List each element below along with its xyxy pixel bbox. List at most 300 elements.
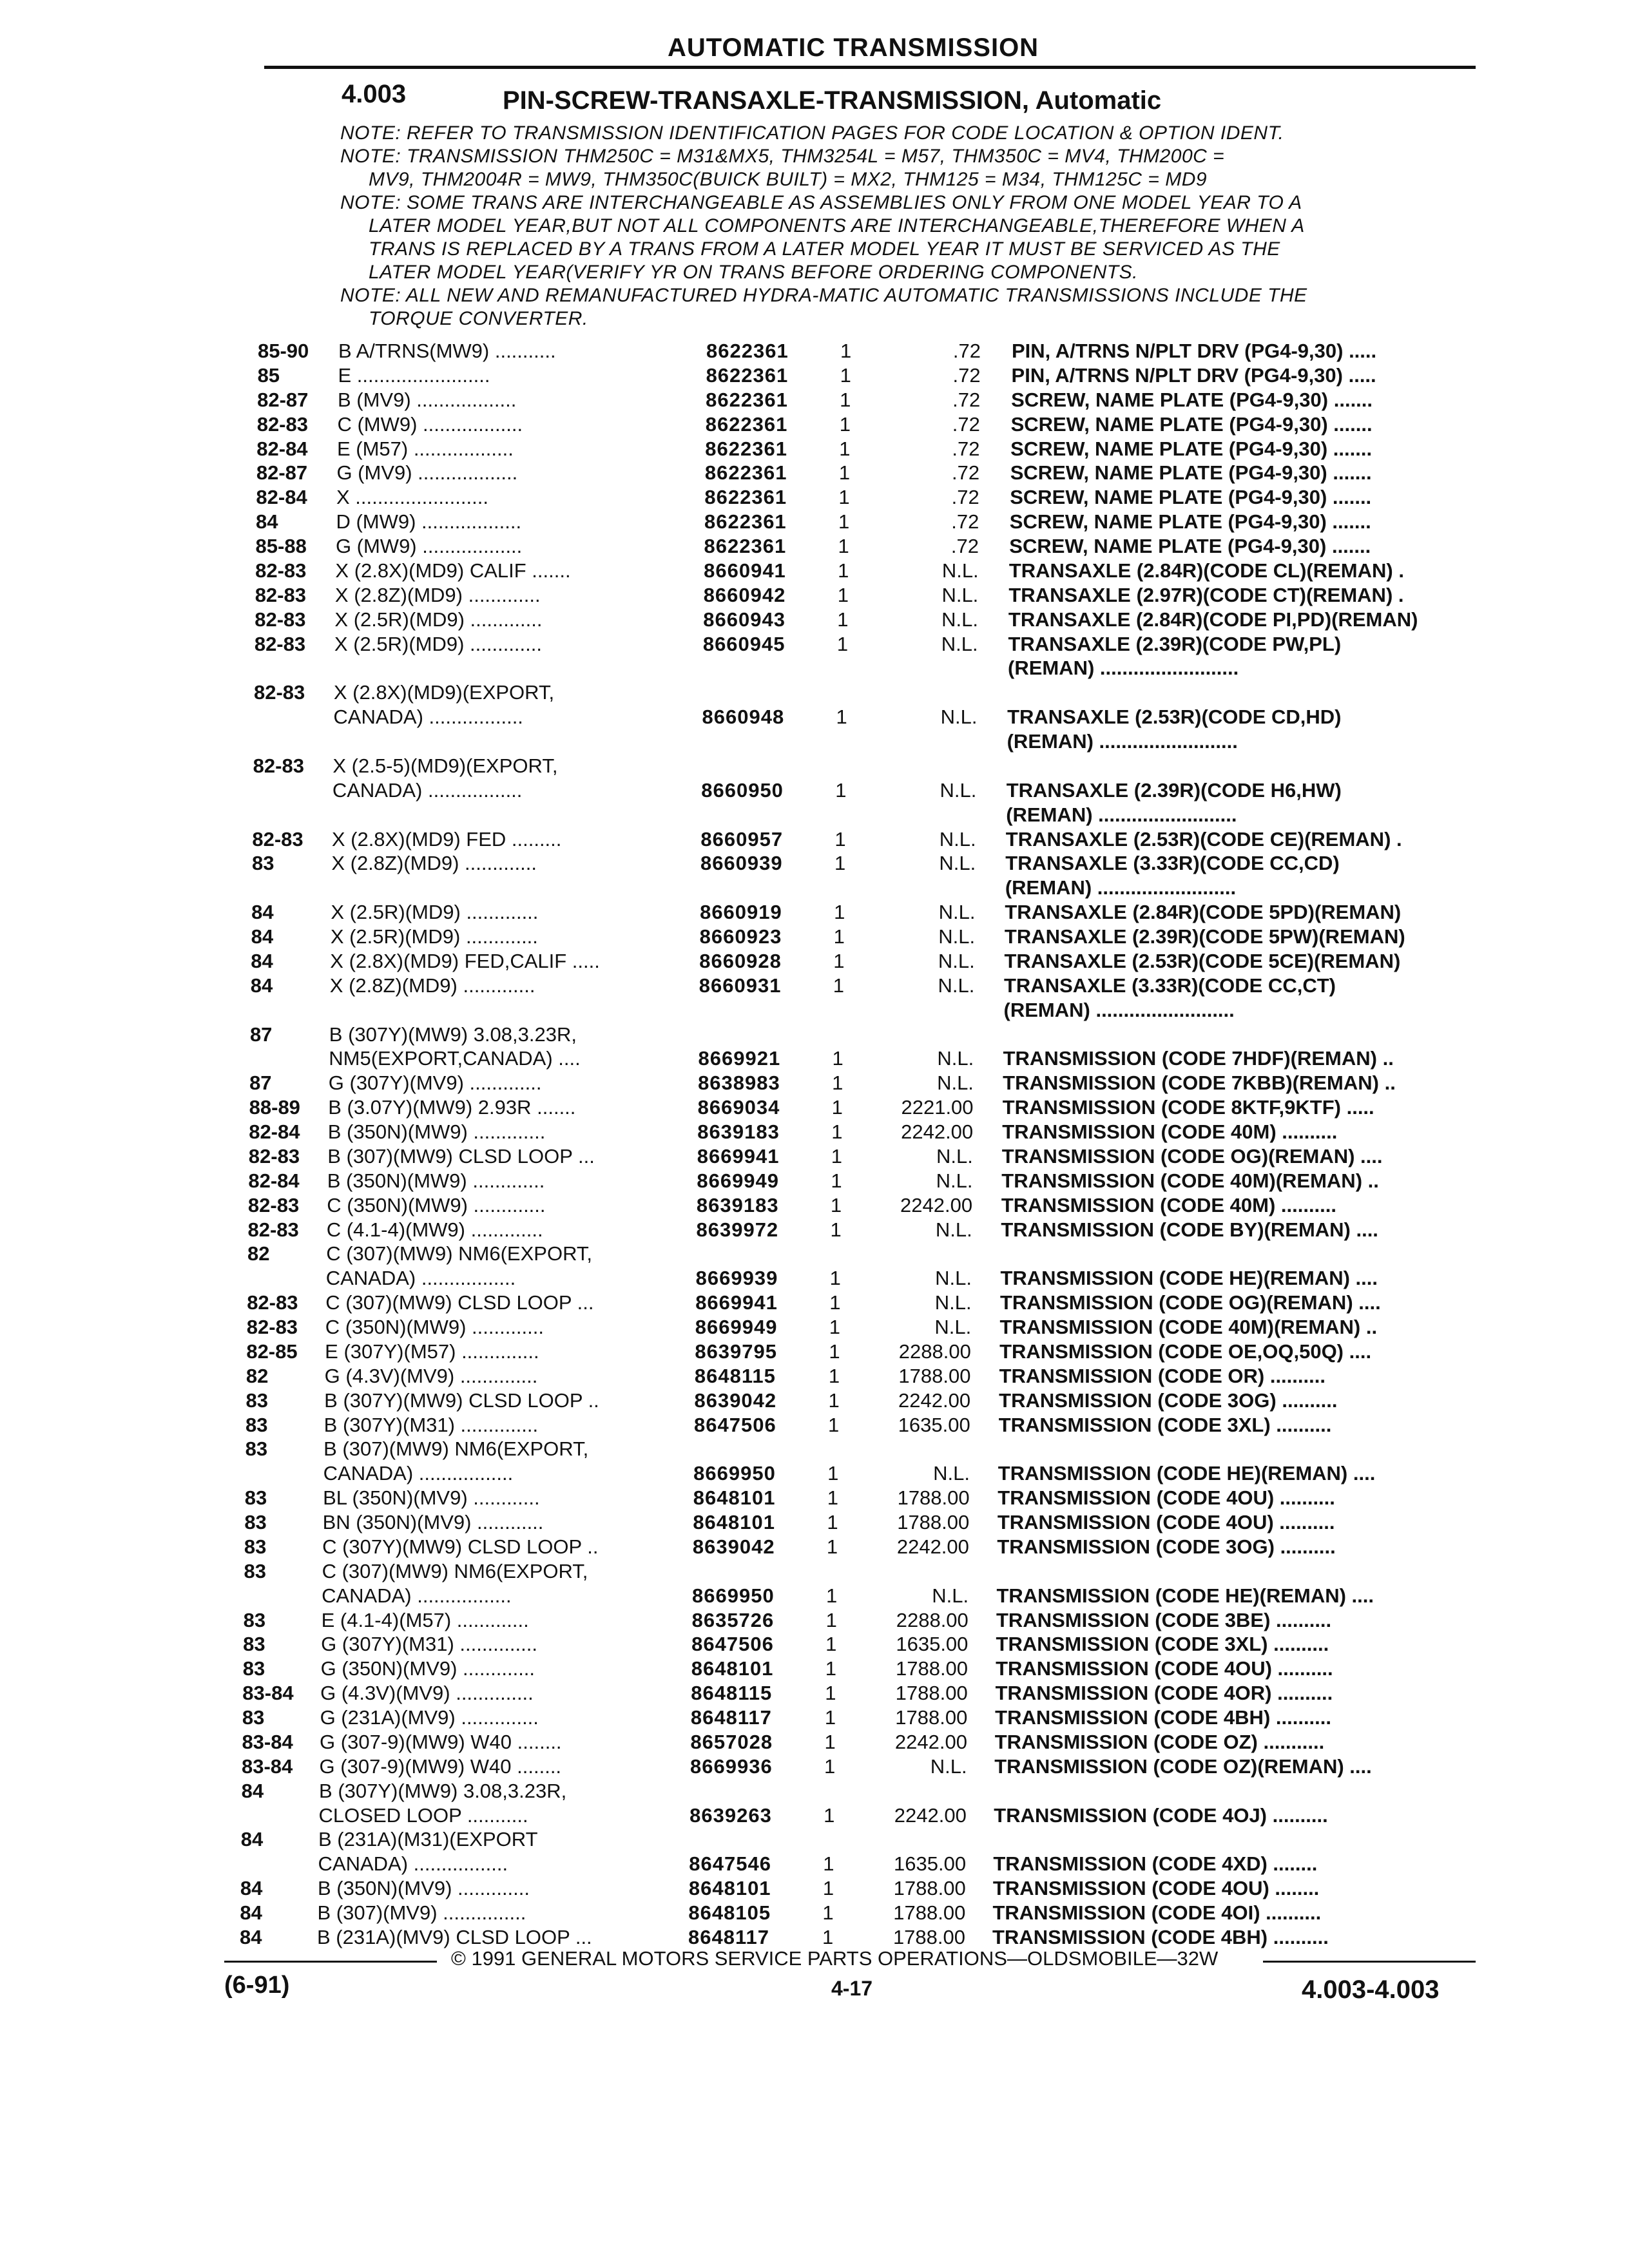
row-price: 2242.00 <box>901 1120 974 1144</box>
row-part-number: 8622361 <box>704 535 787 557</box>
row-quantity: 1 <box>834 901 845 924</box>
row-year: 87 <box>249 1072 272 1095</box>
row-part-name: TRANSMISSION (CODE 8KTF,9KTF) ..... <box>1002 1096 1374 1119</box>
row-part-number: 8622361 <box>706 340 789 362</box>
row-part-number: 8622361 <box>704 486 787 509</box>
row-part-name: TRANSAXLE (2.84R)(CODE CL)(REMAN) . <box>1008 559 1404 582</box>
row-quantity: 1 <box>831 1144 843 1168</box>
row-price: 1635.00 <box>894 1852 967 1876</box>
row-part-number: 8669950 <box>692 1584 775 1607</box>
row-part-name: TRANSMISSION (CODE 3BE) .......... <box>996 1608 1332 1631</box>
row-part-name: TRANSMISSION (CODE 4OU) .......... <box>997 1511 1335 1534</box>
row-description: E (307Y)(M57) .............. <box>325 1340 539 1363</box>
row-part-number: 8669941 <box>697 1144 780 1168</box>
row-part-number: 8648115 <box>691 1682 773 1705</box>
row-price: .72 <box>951 486 979 509</box>
row-price: N.L. <box>941 608 978 631</box>
row-description: BN (350N)(MV9) ............ <box>322 1512 544 1534</box>
row-year: 82-83 <box>247 1193 300 1216</box>
row-year: 83-84 <box>242 1730 293 1753</box>
row-part-number: 8648117 <box>688 1926 769 1948</box>
row-price: N.L. <box>934 1316 972 1339</box>
note-line: MV9, THM2004R = MW9, THM350C(BUICK BUILT) = MX2, THM125 = M34, THM125C = MD9 <box>369 169 1208 190</box>
row-price: .72 <box>952 412 980 436</box>
row-year: 83 <box>244 1535 267 1558</box>
row-quantity: 1 <box>833 925 845 948</box>
row-part-number: 8639042 <box>694 1389 777 1412</box>
row-quantity: 1 <box>828 1389 840 1412</box>
row-part-number: 8639042 <box>692 1535 775 1558</box>
row-year: 85 <box>257 363 280 387</box>
footer-copyright: © 1991 GENERAL MOTORS SERVICE PARTS OPERATIONS—OLDSMOBILE—32W <box>451 1947 1219 1970</box>
row-part-name: TRANSMISSION (CODE BY)(REMAN) .... <box>1001 1218 1378 1241</box>
row-part-number: 8647506 <box>694 1413 776 1436</box>
row-year: 82-83 <box>248 1144 300 1168</box>
row-price: .72 <box>951 510 979 533</box>
row-price: 2242.00 <box>900 1193 973 1216</box>
row-part-number: 8660919 <box>700 901 782 924</box>
row-part-number: 8648101 <box>693 1511 775 1534</box>
row-quantity: 1 <box>838 461 851 485</box>
row-description: X (2.8X)(MD9) CALIF ....... <box>335 559 571 582</box>
row-price: 1788.00 <box>892 1926 965 1948</box>
row-price: 1788.00 <box>895 1706 968 1729</box>
row-part-number: 8622361 <box>704 510 787 533</box>
row-part-name: TRANSMISSION (CODE 3OG) .......... <box>997 1535 1336 1558</box>
row-price: 2242.00 <box>894 1730 967 1753</box>
row-year: 82-83 <box>255 559 307 582</box>
row-part-name: TRANSMISSION (CODE 4OU) ........ <box>992 1877 1320 1900</box>
row-year: 82-84 <box>256 437 308 460</box>
row-part-name: (REMAN) ......................... <box>1007 730 1238 753</box>
row-part-number: 8638983 <box>698 1072 780 1095</box>
row-year: 85-88 <box>255 535 307 557</box>
header-title: AUTOMATIC TRANSMISSION <box>668 34 1039 62</box>
row-quantity: 1 <box>825 1682 836 1705</box>
row-quantity: 1 <box>833 949 845 972</box>
row-quantity: 1 <box>825 1657 836 1680</box>
row-quantity: 1 <box>835 778 847 802</box>
row-quantity: 1 <box>829 1291 841 1314</box>
row-description: G (231A)(MV9) .............. <box>320 1707 539 1729</box>
row-quantity: 1 <box>833 974 845 997</box>
row-price: .72 <box>952 388 981 411</box>
row-quantity: 1 <box>829 1340 840 1363</box>
row-description: G (4.3V)(MV9) .............. <box>320 1682 534 1705</box>
row-price: 1635.00 <box>898 1413 970 1436</box>
note-line: LATER MODEL YEAR,BUT NOT ALL COMPONENTS ARE INTERCHANGEABLE,THEREFORE WHEN A <box>369 215 1305 236</box>
row-price: N.L. <box>933 1462 970 1485</box>
row-year: 84 <box>251 901 274 924</box>
section-number: 4.003 <box>342 80 407 108</box>
row-part-number: 8639795 <box>695 1340 778 1363</box>
row-quantity: 1 <box>826 1535 838 1558</box>
row-description: E ........................ <box>338 364 490 387</box>
row-quantity: 1 <box>824 1803 835 1827</box>
row-year: 84 <box>251 925 274 948</box>
row-quantity: 1 <box>836 706 847 729</box>
row-quantity: 1 <box>823 1852 834 1876</box>
row-part-name: TRANSMISSION (CODE OZ) ........... <box>994 1730 1325 1753</box>
row-part-name: TRANSMISSION (CODE 40M) .......... <box>1001 1193 1337 1216</box>
row-quantity: 1 <box>837 583 849 606</box>
row-part-number: 8660957 <box>700 827 784 850</box>
row-description: B (307Y)(MW9) 3.08,3.23R, <box>329 1023 577 1046</box>
row-part-number: 8660939 <box>700 852 783 875</box>
footer-rule <box>224 1961 437 1963</box>
row-description: B (350N)(MW9) ............. <box>327 1121 546 1144</box>
row-description: G (307Y)(MV9) ............. <box>328 1072 542 1095</box>
row-quantity: 1 <box>822 1901 834 1925</box>
row-part-name: (REMAN) ......................... <box>1005 876 1237 899</box>
row-part-number: 8669034 <box>697 1096 780 1119</box>
row-part-number: 8639263 <box>689 1803 772 1827</box>
row-price: .72 <box>950 535 979 557</box>
row-part-number: 8657028 <box>690 1730 773 1753</box>
row-description: BL (350N)(MV9) ............ <box>323 1487 540 1510</box>
row-price: 2242.00 <box>898 1389 971 1412</box>
row-part-number: 8660948 <box>702 706 785 729</box>
row-part-name: TRANSAXLE (2.39R)(CODE 5PW)(REMAN) <box>1004 925 1405 948</box>
row-description: X (2.5R)(MD9) ............. <box>334 633 543 655</box>
row-part-number: 8660923 <box>699 925 782 948</box>
row-quantity: 1 <box>828 1413 840 1436</box>
row-description: B (MV9) .................. <box>337 389 517 411</box>
row-quantity: 1 <box>826 1584 838 1607</box>
row-price: .72 <box>952 461 980 485</box>
note-line: LATER MODEL YEAR(VERIFY YR ON TRANS BEFORE ORDERING COMPONENTS. <box>369 262 1138 283</box>
row-part-name: TRANSAXLE (2.97R)(CODE CT)(REMAN) . <box>1008 583 1404 606</box>
row-part-number: 8669921 <box>698 1047 781 1070</box>
row-description: X ........................ <box>336 486 488 509</box>
row-description: X (2.5R)(MD9) ............. <box>334 608 543 631</box>
row-year: 83 <box>242 1706 265 1729</box>
row-part-name: PIN, A/TRNS N/PLT DRV (PG4-9,30) ..... <box>1012 340 1377 362</box>
row-description: C (350N)(MW9) ............. <box>325 1316 544 1339</box>
row-part-number: 8648105 <box>688 1901 771 1925</box>
row-description: B (307Y)(MW9) 3.08,3.23R, <box>319 1780 567 1802</box>
row-part-name: PIN, A/TRNS N/PLT DRV (PG4-9,30) ..... <box>1011 363 1376 387</box>
row-price: N.L. <box>939 852 976 875</box>
row-part-name: (REMAN) ......................... <box>1006 803 1237 826</box>
row-year: 84 <box>240 1901 262 1925</box>
row-part-name: (REMAN) ......................... <box>1003 998 1235 1021</box>
row-part-number: 8622361 <box>706 363 789 387</box>
row-part-name: TRANSMISSION (CODE 40M)(REMAN) .. <box>999 1316 1378 1339</box>
row-year: 82-83 <box>252 827 304 850</box>
row-part-name: (REMAN) ......................... <box>1008 657 1239 680</box>
row-quantity: 1 <box>840 388 851 411</box>
row-part-name: TRANSMISSION (CODE 4OU) .......... <box>996 1657 1333 1680</box>
row-quantity: 1 <box>824 1754 836 1778</box>
row-part-number: 8635726 <box>691 1608 775 1631</box>
row-price: N.L. <box>938 974 975 997</box>
row-part-number: 8660941 <box>704 559 786 582</box>
row-quantity: 1 <box>838 559 849 582</box>
row-description: NM5(EXPORT,CANADA) .... <box>329 1048 581 1070</box>
row-quantity: 1 <box>832 1072 843 1095</box>
row-price: .72 <box>952 340 981 362</box>
row-year: 82-83 <box>255 583 306 606</box>
row-price: N.L. <box>935 1267 972 1290</box>
row-description: G (MV9) .................. <box>336 462 518 485</box>
row-part-number: 8648117 <box>690 1706 772 1729</box>
row-quantity: 1 <box>829 1316 841 1339</box>
row-quantity: 1 <box>830 1218 842 1241</box>
row-quantity: 1 <box>837 608 849 631</box>
row-description: CANADA) ................. <box>323 1463 514 1485</box>
row-price: N.L. <box>936 1169 973 1192</box>
row-description: CANADA) ................. <box>333 706 523 729</box>
row-description: B (307Y)(M31) .............. <box>323 1414 539 1436</box>
row-price: N.L. <box>934 1291 972 1314</box>
row-description: C (307)(MW9) NM6(EXPORT, <box>326 1243 593 1265</box>
row-quantity: 1 <box>834 852 846 875</box>
row-part-number: 8669949 <box>695 1316 778 1339</box>
header-rule <box>264 66 1476 69</box>
row-price: N.L. <box>937 1072 974 1095</box>
row-description: CANADA) ................. <box>318 1853 508 1876</box>
note-line: TRANS IS REPLACED BY A TRANS FROM A LATER MODEL YEAR IT MUST BE SERVICED AS THE <box>369 238 1280 260</box>
row-part-number: 8622361 <box>706 388 788 411</box>
row-description: E (M57) .................. <box>336 437 514 460</box>
footer-rule <box>1263 1961 1476 1963</box>
row-quantity: 1 <box>836 632 849 655</box>
row-price: 2242.00 <box>896 1535 969 1558</box>
row-price: 1788.00 <box>898 1364 971 1387</box>
row-year: 83 <box>244 1511 267 1534</box>
row-year: 84 <box>240 1926 262 1948</box>
row-description: X (2.8Z)(MD9) ............. <box>334 584 541 606</box>
row-part-name: TRANSAXLE (2.53R)(CODE CD,HD) <box>1007 706 1342 729</box>
row-year: 84 <box>250 974 273 997</box>
row-part-number: 8660931 <box>699 974 782 997</box>
row-part-name: SCREW, NAME PLATE (PG4-9,30) ....... <box>1010 437 1373 460</box>
row-part-number: 8648115 <box>694 1364 776 1387</box>
row-year: 83 <box>245 1437 268 1461</box>
row-description: X (2.8Z)(MD9) ............. <box>329 974 535 997</box>
row-part-number: 8669936 <box>690 1754 773 1778</box>
row-quantity: 1 <box>827 1462 839 1485</box>
row-part-name: TRANSMISSION (CODE 40M)(REMAN) .. <box>1001 1169 1379 1192</box>
row-year: 82-87 <box>256 461 308 485</box>
row-part-number: 8639183 <box>697 1120 780 1144</box>
row-description: B (3.07Y)(MW9) 2.93R ....... <box>328 1097 576 1119</box>
row-part-name: SCREW, NAME PLATE (PG4-9,30) ....... <box>1011 388 1373 411</box>
row-description: CANADA) ................. <box>325 1267 516 1290</box>
row-year: 83 <box>244 1486 267 1510</box>
note-line: TORQUE CONVERTER. <box>369 308 588 329</box>
note-line: NOTE: REFER TO TRANSMISSION IDENTIFICATION PAGES FOR CODE LOCATION & OPTION IDENT. <box>340 122 1284 144</box>
row-quantity: 1 <box>830 1193 842 1216</box>
row-part-number: 8669941 <box>695 1291 778 1314</box>
row-year: 82-83 <box>246 1316 298 1339</box>
row-price: N.L. <box>935 1218 972 1241</box>
row-part-name: TRANSMISSION (CODE OG)(REMAN) .... <box>1001 1144 1383 1168</box>
row-year: 84 <box>255 510 278 533</box>
row-part-number: 8660945 <box>702 632 786 655</box>
row-quantity: 1 <box>840 340 852 362</box>
row-year: 83 <box>246 1389 268 1412</box>
row-description: D (MW9) .................. <box>336 511 522 533</box>
row-price: 1788.00 <box>893 1901 966 1925</box>
row-description: B A/TRNS(MW9) ........... <box>338 340 556 362</box>
row-year: 83 <box>251 852 275 875</box>
row-part-name: TRANSAXLE (2.39R)(CODE PW,PL) <box>1008 632 1342 655</box>
row-price: N.L. <box>938 901 976 924</box>
row-part-number: 8669949 <box>697 1169 780 1192</box>
row-part-number: 8622361 <box>705 412 788 436</box>
row-part-name: TRANSMISSION (CODE OZ)(REMAN) .... <box>994 1754 1372 1778</box>
row-price: 1788.00 <box>893 1877 966 1900</box>
row-description: B (307Y)(MW9) CLSD LOOP .. <box>324 1389 599 1412</box>
row-part-name: TRANSMISSION (CODE 4XD) ........ <box>993 1852 1318 1876</box>
row-part-name: TRANSAXLE (3.33R)(CODE CC,CD) <box>1005 852 1340 875</box>
row-part-name: TRANSMISSION (CODE 4OR) .......... <box>995 1682 1333 1705</box>
row-part-name: SCREW, NAME PLATE (PG4-9,30) ....... <box>1009 510 1371 533</box>
row-year: 82-87 <box>257 388 309 411</box>
row-part-number: 8622361 <box>704 461 787 485</box>
row-year: 82-83 <box>247 1291 298 1314</box>
row-description: CANADA) ................. <box>332 779 523 802</box>
row-part-name: TRANSMISSION (CODE HE)(REMAN) .... <box>1000 1267 1378 1290</box>
row-part-name: SCREW, NAME PLATE (PG4-9,30) ....... <box>1010 486 1372 509</box>
row-description: B (350N)(MV9) ............. <box>318 1878 530 1900</box>
row-price: N.L. <box>940 778 977 802</box>
row-price: .72 <box>952 363 981 387</box>
row-quantity: 1 <box>828 1364 840 1387</box>
row-description: G (4.3V)(MV9) .............. <box>324 1365 538 1387</box>
row-part-name: TRANSMISSION (CODE 4OJ) .......... <box>994 1803 1328 1827</box>
row-quantity: 1 <box>824 1730 836 1753</box>
row-quantity: 1 <box>839 437 851 460</box>
row-description: B (231A)(M31)(EXPORT <box>318 1829 538 1851</box>
row-quantity: 1 <box>825 1608 837 1631</box>
row-part-name: TRANSMISSION (CODE 4OU) .......... <box>998 1486 1335 1510</box>
row-quantity: 1 <box>839 412 851 436</box>
row-price: 2221.00 <box>901 1096 974 1119</box>
row-description: C (MW9) .................. <box>337 413 523 436</box>
row-price: 2288.00 <box>898 1340 971 1363</box>
row-year: 83-84 <box>242 1682 294 1705</box>
row-description: C (350N)(MW9) ............. <box>327 1194 546 1216</box>
row-description: B (231A)(MV9) CLSD LOOP ... <box>317 1927 592 1948</box>
row-price: N.L. <box>932 1584 969 1607</box>
row-year: 82-83 <box>247 1218 299 1241</box>
row-part-name: SCREW, NAME PLATE (PG4-9,30) ....... <box>1010 461 1372 485</box>
row-description: G (350N)(MV9) ............. <box>320 1658 535 1680</box>
row-part-name: TRANSAXLE (2.84R)(CODE 5PD)(REMAN) <box>1005 901 1402 924</box>
footer-page-number: 4-17 <box>831 1977 873 2000</box>
row-year: 82-84 <box>248 1169 300 1192</box>
row-year: 87 <box>249 1023 273 1046</box>
row-year: 82-84 <box>249 1120 300 1144</box>
row-year: 84 <box>251 949 273 972</box>
row-part-number: 8647546 <box>689 1852 771 1876</box>
note-line: NOTE: TRANSMISSION THM250C = M31&MX5, THM3254L = M57, THM350C = MV4, THM200C = <box>340 146 1225 167</box>
row-price: N.L. <box>938 925 976 948</box>
row-part-name: TRANSMISSION (CODE OG)(REMAN) .... <box>1000 1291 1381 1314</box>
row-description: G (307Y)(M31) .............. <box>321 1633 537 1656</box>
row-part-name: TRANSMISSION (CODE 7KBB)(REMAN) .. <box>1003 1072 1396 1095</box>
row-description: X (2.8X)(MD9)(EXPORT, <box>333 682 555 704</box>
row-price: N.L. <box>930 1754 967 1778</box>
row-price: 1788.00 <box>897 1486 970 1510</box>
row-price: N.L. <box>941 559 979 582</box>
row-year: 82-85 <box>246 1340 298 1363</box>
row-part-number: 8660942 <box>703 583 786 606</box>
row-part-number: 8660943 <box>703 608 786 631</box>
row-part-name: TRANSMISSION (CODE OR) .......... <box>999 1364 1325 1387</box>
row-price: 1788.00 <box>895 1657 969 1680</box>
row-price: 1635.00 <box>896 1633 969 1656</box>
row-quantity: 1 <box>827 1486 838 1510</box>
row-year: 82 <box>247 1242 270 1265</box>
row-price: 2288.00 <box>896 1608 969 1631</box>
row-description: X (2.8X)(MD9) FED ......... <box>331 828 562 850</box>
row-part-number: 8639183 <box>696 1193 779 1216</box>
row-year: 83-84 <box>242 1754 293 1778</box>
row-description: G (MW9) .................. <box>335 535 523 557</box>
row-part-number: 8648101 <box>691 1657 774 1680</box>
row-quantity: 1 <box>831 1120 843 1144</box>
row-description: G (307-9)(MW9) W40 ........ <box>320 1731 562 1753</box>
row-part-name: TRANSMISSION (CODE 7HDF)(REMAN) .. <box>1003 1047 1394 1070</box>
row-part-name: TRANSMISSION (CODE 3OG) .......... <box>999 1389 1338 1412</box>
row-year: 82-83 <box>256 412 308 436</box>
row-description: B (307)(MW9) NM6(EXPORT, <box>323 1438 589 1461</box>
row-quantity: 1 <box>827 1511 838 1534</box>
row-description: CANADA) ................. <box>322 1584 512 1607</box>
row-year: 82-83 <box>255 608 306 631</box>
row-year: 82-84 <box>256 486 307 509</box>
row-price: 1788.00 <box>895 1682 968 1705</box>
row-price: N.L. <box>939 827 976 850</box>
note-line: NOTE: SOME TRANS ARE INTERCHANGEABLE AS ASSEMBLIES ONLY FROM ONE MODEL YEAR TO A <box>340 192 1302 213</box>
row-part-number: 8669950 <box>693 1462 776 1485</box>
row-year: 83 <box>243 1608 266 1631</box>
row-part-name: TRANSAXLE (3.33R)(CODE CC,CT) <box>1004 974 1336 997</box>
row-description: C (307)(MW9) NM6(EXPORT, <box>322 1560 588 1582</box>
row-quantity: 1 <box>831 1096 843 1119</box>
row-part-name: SCREW, NAME PLATE (PG4-9,30) ....... <box>1009 535 1371 557</box>
row-quantity: 1 <box>832 1047 843 1070</box>
row-description: E (4.1-4)(M57) ............. <box>321 1609 529 1631</box>
row-part-number: 8639972 <box>696 1218 779 1241</box>
row-year: 82-83 <box>254 632 306 655</box>
section-title: PIN-SCREW-TRANSAXLE-TRANSMISSION, Automatic <box>503 86 1162 115</box>
row-description: C (4.1-4)(MW9) ............. <box>326 1218 543 1241</box>
row-part-name: TRANSMISSION (CODE 40M) .......... <box>1002 1120 1338 1144</box>
row-year: 84 <box>241 1779 264 1802</box>
row-year: 84 <box>240 1877 263 1900</box>
row-quantity: 1 <box>822 1877 834 1900</box>
row-quantity: 1 <box>834 827 846 850</box>
note-line: NOTE: ALL NEW AND REMANUFACTURED HYDRA-MATIC AUTOMATIC TRANSMISSIONS INCLUDE THE <box>340 285 1307 306</box>
row-year: 82 <box>246 1364 269 1387</box>
row-year: 83 <box>242 1657 265 1680</box>
row-price: N.L. <box>937 1047 974 1070</box>
row-part-name: TRANSMISSION (CODE 4BH) .......... <box>995 1706 1332 1729</box>
row-part-name: TRANSMISSION (CODE HE)(REMAN) .... <box>996 1584 1374 1607</box>
row-part-number: 8648101 <box>688 1877 771 1900</box>
row-year: 88-89 <box>249 1096 300 1119</box>
row-part-number: 8622361 <box>705 437 787 460</box>
row-part-name: TRANSMISSION (CODE 3XL) .......... <box>998 1413 1332 1436</box>
row-description: C (307Y)(MW9) CLSD LOOP .. <box>322 1535 599 1558</box>
row-description: C (307)(MW9) CLSD LOOP ... <box>325 1292 594 1314</box>
row-description: CLOSED LOOP ........... <box>318 1804 528 1827</box>
